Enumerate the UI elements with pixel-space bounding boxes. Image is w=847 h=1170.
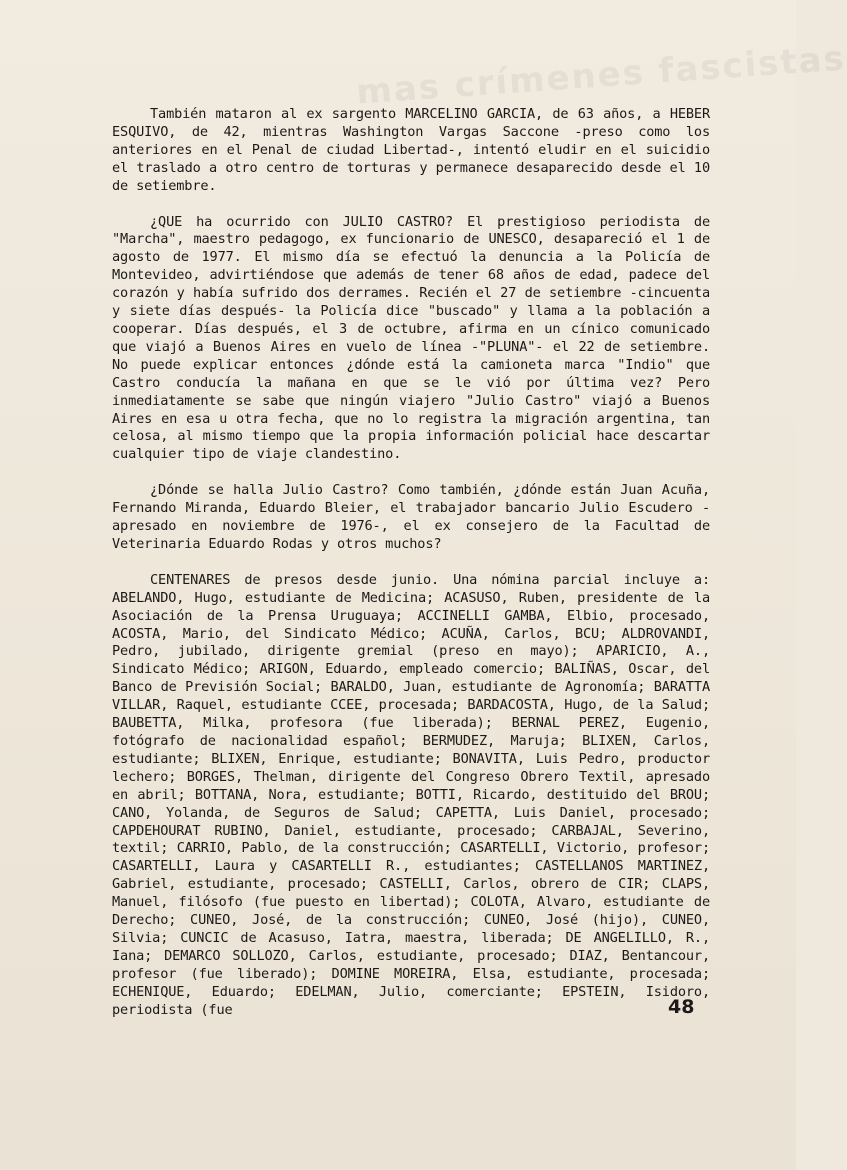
body-text xyxy=(112,106,710,1020)
page-number: 48 xyxy=(668,996,695,1018)
paragraph-4: CENTENARES de presos desde junio. Una nómina parcial incluye a: ABELANDO, Hugo, estudiante de Medicina; ACASUSO, Ruben, presidente de la Asociación de la Prensa Uruguaya; ACCINELLI GAMBA, Elbio, procesado, ACOSTA, Mario, del Sindicato Médico; ACUÑA, Carlos, BCU; ALDROVANDI, Pedro, jubilado, dirigente gremial (preso en mayo); APARICIO, A., Sindicato Médico; ARIGON, Eduardo, empleado comercio; BALIÑAS, Oscar, del Banco de Previsión Social; BARALDO, Juan, estudiante de Agronomía; BARATTA VILLAR, Raquel, estudiante CCEE, procesada; BARDACOSTA, Hugo, de la Salud; BAUBETTA, Milka, profesora (fue liberada); BERNAL PEREZ, Eugenio, fotógrafo de nacionalidad español; BERMUDEZ, Maruja; BLIXEN, Carlos, estudiante; BLIXEN, Enrique, estudiante; BONAVITA, Luis Pedro, productor lechero; BORGES, Thelman, dirigente del Congreso Obrero Textil, apresado en abril; BOTTANA, Nora, estudiante; BOTTI, Ricardo, destituido del BROU; CANO, Yolanda, de Seguros de Salud; CAPETTA, Luis Daniel, procesado; CAPDEHOURAT RUBINO, Daniel, estudiante, procesado; CARBAJAL, Severino, textil; CARRIO, Pablo, de la construcción; CASARTELLI, Victorio, profesor; CASARTELLI, Laura y CASARTELLI R., estudiantes; CASTELLANOS MARTINEZ, Gabriel, estudiante, procesado; CASTELLI, Carlos, obrero de CIR; CLAPS, Manuel, filósofo (fue puesto en libertad); COLOTA, Alvaro, estudiante de Derecho; CUNEO, José, de la construcción; CUNEO, José (hijo), CUNEO, Silvia; CUNCIC de Acasuso, Iatra, maestra, liberada; DE ANGELILLO, R., Iana; DEMARCO SOLLOZO, Carlos, estudiante, procesado; DIAZ, Bentancour, profesor (fue liberado); DOMINE MOREIRA, Elsa, estudiante, procesada; ECHENIQUE, Eduardo; EDELMAN, Julio, comerciante; EPSTEIN, Isidoro, periodista (fue xyxy=(112,571,710,1018)
paragraph-1: También mataron al ex sargento MARCELINO GARCIA, de 63 años, a HEBER ESQUIVO, de 42, mientras Washington Vargas Saccone -preso como los anteriores en el Penal de ciudad Libertad-, intentó eludir en el suicidio el traslado a otro centro de torturas y permanece desaparecido desde el 10 de setiembre. xyxy=(112,106,710,194)
paragraph-2: ¿QUE ha ocurrido con JULIO CASTRO? El prestigioso periodista de "Marcha", maestro pedagogo, ex funcionario de UNESCO, desapareció el 1 de agosto de 1977. El mismo día se efectuó la denuncia a la Policía de Montevideo, advirtiéndose que además de tener 68 años de edad, padece del corazón y había sufrido dos derrames. Recién el 27 de setiembre -cincuenta y siete días después- la Policía dice "buscado" y llama a la población a cooperar. Días después, el 3 de octubre, afirma en un cínico comunicado que viajó a Buenos Aires en vuelo de línea -"PLUNA"- el 22 de setiembre. No puede explicar entonces ¿dónde está la camioneta marca "Indio" que Castro conducía la mañana en que se le vió por última vez? Pero inmediatamente se sabe que ningún viajero "Julio Castro" viajó a Buenos Aires en esa u otra fecha, que no lo registra la migración argentina, tan celosa, al mismo tiempo que la propia información policial hace descartar cualquier tipo de viaje clandestino. xyxy=(112,213,710,463)
paragraph-3: ¿Dónde se halla Julio Castro? Como también, ¿dónde están Juan Acuña, Fernando Miranda, Eduardo Bleier, el trabajador bancario Julio Escudero -apresado en noviembre de 1976-, el ex consejero de la Facultad de Veterinaria Eduardo Rodas y otros muchos? xyxy=(112,482,710,552)
bleed-through-text: mas crímenes fascistas xyxy=(355,38,847,113)
